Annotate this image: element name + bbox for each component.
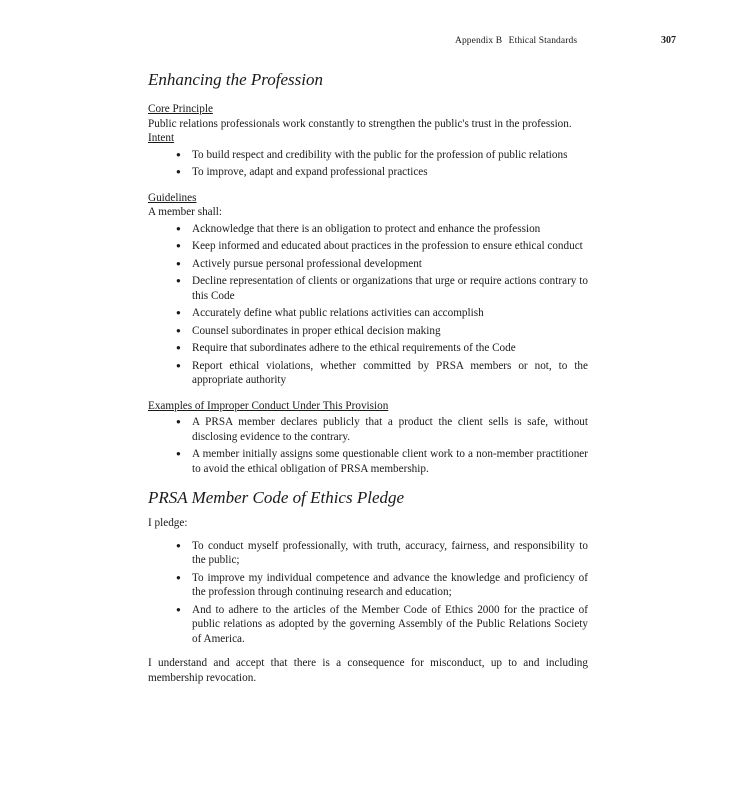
list-item: ● And to adhere to the articles of the Member Code of Ethics 2000 for the practice of public relations as adopted by the governing Assembly of the Public Relations Society of America. <box>176 603 588 647</box>
list-item: ● To build respect and credibility with the public for the profession of public relations <box>176 148 588 163</box>
list-item: ● Require that subordinates adhere to the ethical requirements of the Code <box>176 341 588 356</box>
running-head-section: Ethical Standards <box>508 36 578 46</box>
core-principle-text: Public relations professionals work constantly to strengthen the public's trust in the profession. <box>148 117 572 130</box>
list-item: ● Decline representation of clients or organizations that urge or require actions contrary to this Code <box>176 274 588 303</box>
section-title-ethics-pledge: PRSA Member Code of Ethics Pledge <box>148 488 405 507</box>
list-item: ● A member initially assigns some questionable client work to a non-member practitioner to avoid the ethical obligation of PRSA membership. <box>176 447 588 476</box>
guidelines-intro: A member shall: <box>148 206 222 218</box>
running-head-appendix: Appendix B <box>455 36 503 46</box>
intent-list <box>148 148 588 180</box>
intent-heading: Intent <box>148 132 175 144</box>
list-item: ● Counsel subordinates in proper ethical decision making <box>176 324 588 339</box>
examples-list <box>148 415 588 476</box>
pledge-list <box>148 539 588 647</box>
core-principle-heading: Core Principle <box>148 103 213 115</box>
page-number: 307 <box>661 35 676 46</box>
running-head <box>455 36 577 46</box>
list-item: ● To improve my individual competence and advance the knowledge and proficiency of the profession through continuing research and education; <box>176 571 588 600</box>
pledge-closing: I understand and accept that there is a consequence for misconduct, up to and including membership revocation. <box>148 657 588 684</box>
list-item: ● A PRSA member declares publicly that a product the client sells is safe, without disclosing evidence to the contrary. <box>176 415 588 444</box>
list-item: ● Keep informed and educated about practices in the profession to ensure ethical conduct <box>176 239 588 254</box>
guidelines-list <box>148 222 588 388</box>
page-content <box>148 70 588 685</box>
list-item: ● Acknowledge that there is an obligation to protect and enhance the profession <box>176 222 588 237</box>
list-item: ● To conduct myself professionally, with truth, accuracy, fairness, and responsibility to the public; <box>176 539 588 568</box>
list-item: ● To improve, adapt and expand professional practices <box>176 165 588 180</box>
list-item: ● Actively pursue personal professional development <box>176 257 588 272</box>
pledge-intro: I pledge: <box>148 517 188 529</box>
list-item: ● Accurately define what public relations activities can accomplish <box>176 306 588 321</box>
guidelines-heading: Guidelines <box>148 191 197 204</box>
section-title-enhancing-profession: Enhancing the Profession <box>148 70 324 89</box>
list-item: ● Report ethical violations, whether committed by PRSA members or not, to the appropriate authority <box>176 359 588 388</box>
examples-heading: Examples of Improper Conduct Under This Provision <box>148 399 389 412</box>
